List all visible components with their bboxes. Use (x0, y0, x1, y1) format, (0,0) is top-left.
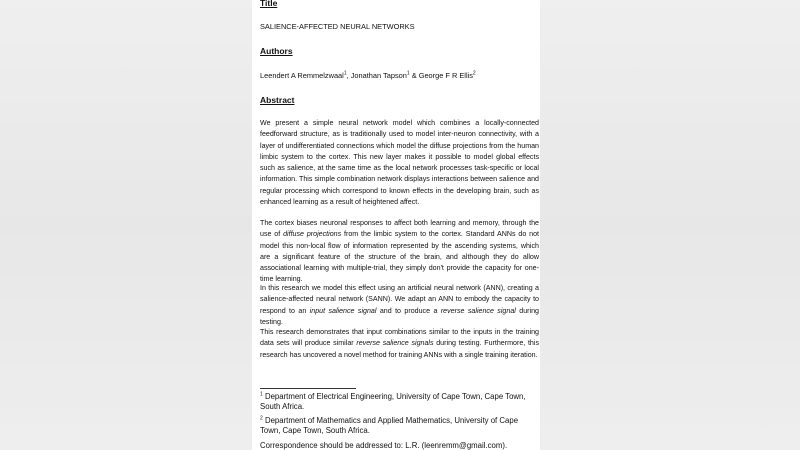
affiliation-marker: 1 (343, 70, 347, 77)
abstract-paragraph-4 (260, 327, 539, 361)
correspondence-note: Correspondence should be addressed to: L.R. (leenremm@gmail.com). (260, 441, 508, 450)
author-name: Leendert A Remmelzwaal (260, 71, 344, 80)
author-name: George F R Ellis (418, 71, 473, 80)
footnote-text: Department of Electrical Engineering, University of Cape Town, Cape Town, South Africa. (260, 392, 526, 411)
text-run: The cortex biases neuronal responses to affect both learning and memory, through the use of (260, 219, 539, 239)
emphasis-text: reverse salience signal (440, 306, 516, 315)
title-heading: Title (260, 0, 278, 8)
text-run: from the limbic system to the cortex. Standard ANNs do not model this non-local flow of information represented by the ascending systems, which are a significant feature of the structure of the brain, and although they do allow associational learning with multiple-trial, they simply don't provide the capacity for one-time learning. (260, 230, 539, 284)
footnote-text: Department of Mathematics and Applied Mathematics, University of Cape Town, Cape Town, South Africa. (260, 416, 519, 435)
text-run: during testing. (260, 306, 539, 326)
affiliation-marker: 1 (406, 70, 410, 77)
abstract-paragraph-1: We present a simple neural network model which combines a locally-connected feedforward structure, as is traditionally used to model inter-neuron connectivity, with a layer of undifferentiated connections which model the diffuse projections from the human limbic system to the cortex. This new layer makes it possible to model global effects such as salience, at the same time as the local network processes task-specific or local information. This simple combination network displays interactions between salience and regular processing which correspond to known effects in the developing brain, such as enhanced learning as a result of heightened affect. (260, 119, 539, 207)
footnote-2 (260, 416, 539, 436)
text-run: This research demonstrates that input combinations similar to the inputs in the training data sets will produce similar (260, 328, 539, 348)
affiliation-marker: 2 (472, 70, 476, 77)
author-separator: , (346, 71, 351, 80)
author-separator: & (409, 71, 419, 80)
emphasis-text: reverse salience signals (356, 339, 434, 348)
footnote-marker: 1 (260, 391, 263, 398)
author-list (260, 71, 476, 80)
footnote-rule (260, 388, 356, 389)
authors-heading: Authors (260, 46, 293, 56)
emphasis-text: input salience signal (309, 306, 377, 315)
text-run: In this research we model this effect using an artificial neural network (ANN), creating a salience-affected neural network (SANN). We adapt an ANN to embody the capacity to respond to an (260, 284, 539, 315)
text-run: during testing. Furthermore, this research has uncovered a novel method for training ANNs with a single training iteration. (260, 339, 539, 359)
abstract-heading: Abstract (260, 95, 295, 105)
background-right (540, 0, 800, 450)
footnote-marker: 2 (260, 415, 263, 422)
background-left (0, 0, 260, 450)
footnote-1 (260, 392, 539, 412)
emphasis-text: diffuse projections (283, 230, 342, 239)
author-name: Jonathan Tapson (350, 71, 407, 80)
abstract-paragraph-3 (260, 283, 539, 328)
abstract-paragraph-2 (260, 218, 539, 286)
document-page (252, 0, 540, 450)
text-run: and to produce a (376, 306, 441, 315)
paper-title: SALIENCE-AFFECTED NEURAL NETWORKS (260, 22, 415, 31)
